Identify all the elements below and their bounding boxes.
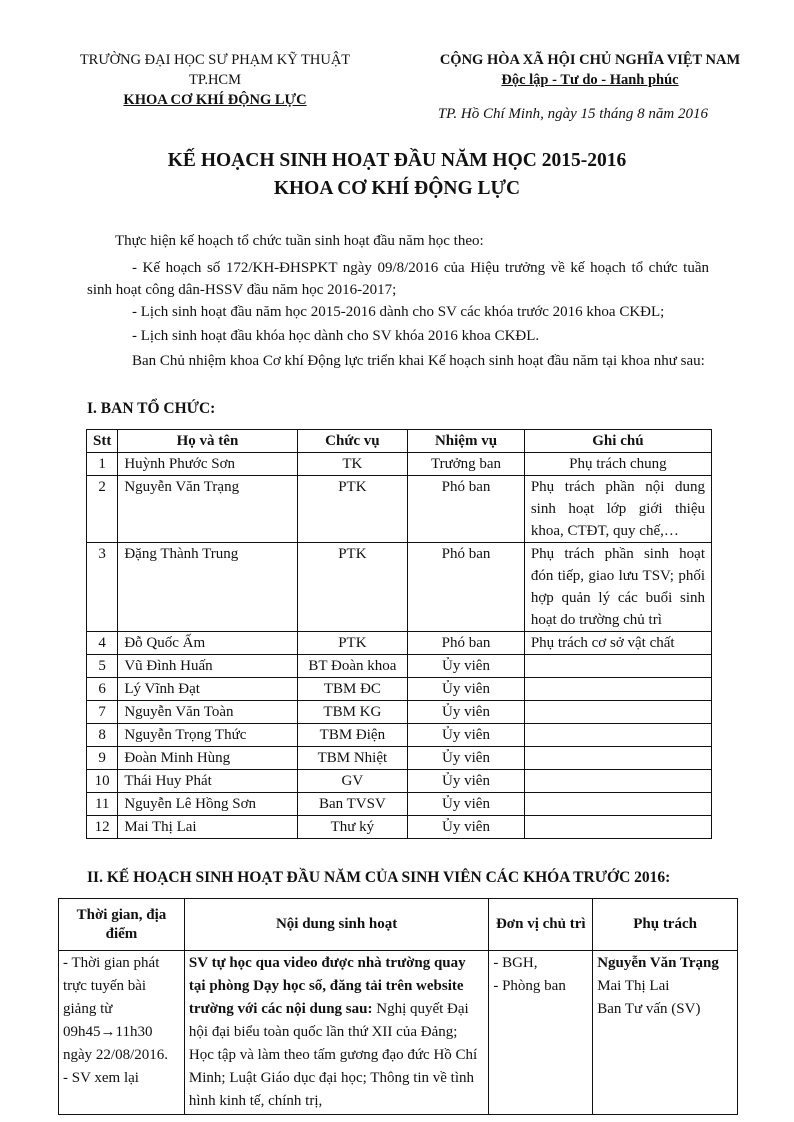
schedule-time-1: - Thời gian phát trực tuyến bài giảng từ 09h45→11h30 ngày 22/08/2016. [63, 955, 168, 1063]
cell-stt: 1 [87, 453, 118, 476]
national-title: CỘNG HÒA XÃ HỘI CHỦ NGHĨA VIỆT NAM [439, 52, 741, 68]
table-row [87, 453, 712, 476]
table-row [87, 701, 712, 724]
table-row [87, 793, 712, 816]
cell-name: Thái Huy Phát [118, 770, 297, 793]
cell-name: Nguyễn Văn Toàn [118, 701, 297, 724]
schedule-time-cell [59, 951, 185, 1115]
cell-role: Ủy viên [408, 816, 525, 839]
cell-name: Vũ Đình Huấn [118, 655, 297, 678]
cell-note [524, 793, 711, 816]
cell-position: Thư ký [297, 816, 408, 839]
cell-stt: 3 [87, 543, 118, 632]
cell-position: TBM Điện [297, 724, 408, 747]
organizing-committee-table [86, 429, 712, 839]
cell-position: TK [297, 453, 408, 476]
cell-position: TBM ĐC [297, 678, 408, 701]
schedule-unit-2: - Phòng ban [493, 978, 566, 994]
table-row [87, 724, 712, 747]
cell-name: Đặng Thành Trung [118, 543, 297, 632]
table-row [87, 543, 712, 632]
intro-paragraph: Thực hiện kế hoạch tổ chức tuần sinh hoạt đầu năm học theo: [115, 233, 484, 249]
cell-role: Trưởng ban [408, 453, 525, 476]
title-line-1: KẾ HOẠCH SINH HOẠT ĐẦU NĂM HỌC 2015-2016 [167, 150, 627, 171]
cell-name: Đoàn Minh Hùng [118, 747, 297, 770]
cell-stt: 8 [87, 724, 118, 747]
cell-note [524, 724, 711, 747]
table-header-row [87, 430, 712, 453]
table-row [87, 476, 712, 543]
cell-position: PTK [297, 476, 408, 543]
national-header [430, 50, 750, 90]
intro-item-1: - Kế hoạch số 172/KH-ĐHSPKT ngày 09/8/2016 của Hiệu trưởng về kế hoạch tổ chức tuần sinh hoạt công dân-HSSV đầu năm học 2016-2017; [87, 260, 709, 298]
cell-position: PTK [297, 632, 408, 655]
col-header-note: Ghi chú [524, 430, 711, 453]
schedule-in-charge-1: Mai Thị Lai [597, 978, 670, 994]
cell-note: Phụ trách phần nội dung sinh hoạt lớp giới thiệu khoa, CTĐT, quy chế,… [524, 476, 711, 543]
cell-position: TBM KG [297, 701, 408, 724]
cell-note: Phụ trách cơ sở vật chất [524, 632, 711, 655]
cell-note: Phụ trách phần sinh hoạt đón tiếp, giao lưu TSV; phối hợp quản lý các buổi sinh hoạt do trường chủ trì [524, 543, 711, 632]
faculty-name: KHOA CƠ KHÍ ĐỘNG LỰC [123, 92, 307, 108]
table-row [87, 747, 712, 770]
schedule-unit-cell [489, 951, 593, 1115]
national-motto: Độc lập - Tư do - Hanh phúc [501, 72, 679, 88]
col-header-in-charge: Phụ trách [593, 899, 738, 951]
section-2-heading: II. KẾ HOẠCH SINH HOẠT ĐẦU NĂM CỦA SINH VIÊN CÁC KHÓA TRƯỚC 2016: [87, 869, 671, 886]
cell-role: Ủy viên [408, 701, 525, 724]
cell-name: Mai Thị Lai [118, 816, 297, 839]
cell-name: Lý Vĩnh Đạt [118, 678, 297, 701]
table-row [87, 816, 712, 839]
cell-position: BT Đoàn khoa [297, 655, 408, 678]
cell-note [524, 655, 711, 678]
section-1-heading: I. BAN TỔ CHỨC: [87, 400, 216, 417]
col-header-unit: Đơn vị chủ trì [489, 899, 593, 951]
schedule-content-bold: SV tự học qua video được nhà trường quay tại phòng Dạy học số, đăng tải trên website trường với các nội dung sau: [188, 955, 466, 1017]
cell-stt: 11 [87, 793, 118, 816]
schedule-in-charge-2: Ban Tư vấn (SV) [597, 1001, 701, 1017]
cell-stt: 6 [87, 678, 118, 701]
cell-name: Nguyễn Trọng Thức [118, 724, 297, 747]
cell-stt: 7 [87, 701, 118, 724]
intro-conclusion: Ban Chủ nhiệm khoa Cơ khí Động lực triển khai Kế hoạch sinh hoạt đầu năm tại khoa như sau: [132, 353, 705, 369]
schedule-content-text: Nghị quyết Đại hội đại biểu toàn quốc lần thứ XII của Đảng; Học tập và làm theo tấm gương đạo đức Hồ Chí Minh; Luật Giáo dục đại học; Thông tin về tình hình kinh tế, chính trị, [188, 1001, 478, 1109]
cell-note [524, 701, 711, 724]
schedule-content-cell [184, 951, 488, 1115]
document-title [0, 147, 794, 203]
cell-note [524, 747, 711, 770]
cell-role: Ủy viên [408, 770, 525, 793]
schedule-table [58, 898, 738, 1115]
cell-stt: 9 [87, 747, 118, 770]
schedule-in-charge-lead: Nguyễn Văn Trạng [597, 955, 719, 971]
cell-position: GV [297, 770, 408, 793]
col-header-content: Nội dung sinh hoạt [184, 899, 488, 951]
cell-role: Ủy viên [408, 724, 525, 747]
schedule-row [59, 951, 738, 1115]
cell-role: Phó ban [408, 476, 525, 543]
col-header-position: Chức vụ [297, 430, 408, 453]
col-header-role: Nhiệm vụ [408, 430, 525, 453]
cell-position: PTK [297, 543, 408, 632]
schedule-time-2: - SV xem lại [63, 1070, 139, 1086]
university-name: TRƯỜNG ĐẠI HỌC SƯ PHẠM KỸ THUẬT TP.HCM [79, 52, 351, 88]
cell-role: Phó ban [408, 632, 525, 655]
intro-item-2: - Lịch sinh hoạt đầu năm học 2015-2016 dành cho SV các khóa trước 2016 khoa CKĐL; [132, 304, 665, 320]
document-date: TP. Hồ Chí Minh, ngày 15 tháng 8 năm 2016 [437, 106, 708, 122]
cell-role: Ủy viên [408, 793, 525, 816]
cell-name: Đỗ Quốc Ấm [118, 632, 297, 655]
col-header-time: Thời gian, địa điểm [59, 899, 185, 951]
table-row [87, 678, 712, 701]
cell-note [524, 816, 711, 839]
cell-position: Ban TVSV [297, 793, 408, 816]
cell-stt: 12 [87, 816, 118, 839]
intro-item-3: - Lịch sinh hoạt đầu khóa học dành cho SV khóa 2016 khoa CKĐL. [132, 328, 540, 344]
table-row [87, 632, 712, 655]
cell-name: Nguyễn Văn Trạng [118, 476, 297, 543]
table-row [87, 655, 712, 678]
cell-note [524, 770, 711, 793]
schedule-unit-1: - BGH, [493, 955, 538, 971]
col-header-name: Họ và tên [118, 430, 297, 453]
cell-stt: 5 [87, 655, 118, 678]
cell-note [524, 678, 711, 701]
cell-name: Huỳnh Phước Sơn [118, 453, 297, 476]
title-line-2: KHOA CƠ KHÍ ĐỘNG LỰC [273, 178, 521, 199]
cell-role: Ủy viên [408, 678, 525, 701]
cell-stt: 4 [87, 632, 118, 655]
col-header-stt: Stt [87, 430, 118, 453]
schedule-header-row [59, 899, 738, 951]
university-header [55, 50, 375, 110]
cell-role: Ủy viên [408, 655, 525, 678]
cell-position: TBM Nhiệt [297, 747, 408, 770]
cell-stt: 10 [87, 770, 118, 793]
cell-stt: 2 [87, 476, 118, 543]
schedule-in-charge-cell [593, 951, 738, 1115]
cell-role: Phó ban [408, 543, 525, 632]
cell-name: Nguyễn Lê Hồng Sơn [118, 793, 297, 816]
table-row [87, 770, 712, 793]
cell-note: Phụ trách chung [524, 453, 711, 476]
cell-role: Ủy viên [408, 747, 525, 770]
